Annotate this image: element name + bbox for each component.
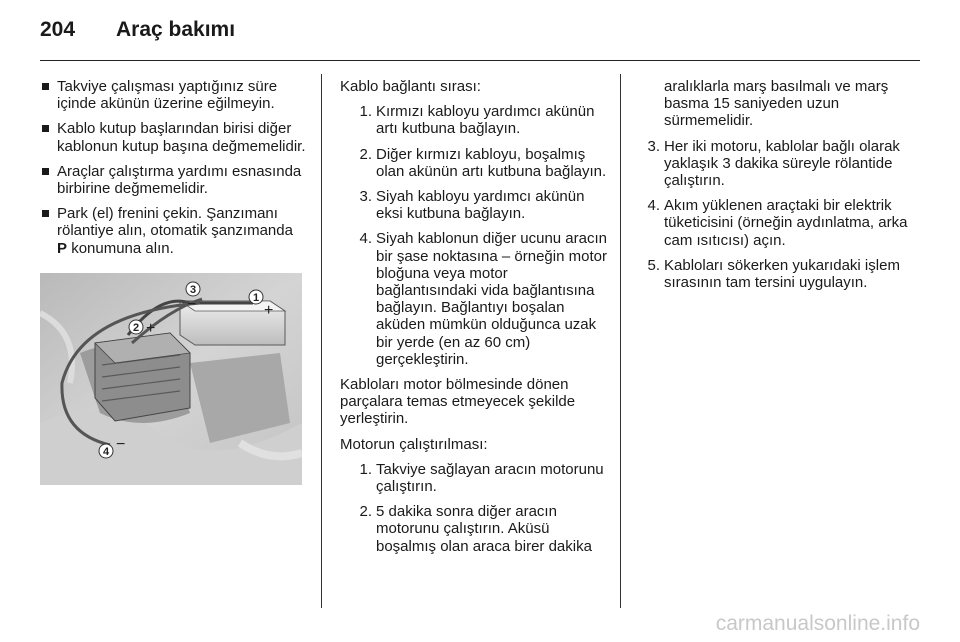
paragraph: Kabloları motor bölmesinde dönen parçalara temas etmeyecek şekilde yerleştirin. xyxy=(340,376,576,428)
list-item: 4. Siyah kablonun diğer ucunu aracın bir şase noktasına – örneğin motor bloğuna veya motor bağlantısındaki vida bağlantısına bağlayın. Bağlantıyı boşalan aküden mümkün olduğunca uzak bir yerde (en az 60 cm) gerçekleştirin. xyxy=(359,230,607,368)
figure-minus-sign: − xyxy=(187,295,197,313)
header-rule xyxy=(40,60,920,61)
figure-minus-sign: − xyxy=(116,435,126,453)
list-item: 5. Kabloları sökerken yukarıdaki işlem sırasının tam tersini uygulayın. xyxy=(647,256,900,292)
jump-start-figure xyxy=(40,273,302,485)
list-item: 1. Takviye sağlayan aracın motorunu çalıştırın. xyxy=(359,460,604,496)
bullet-item xyxy=(40,163,306,197)
list-item: 1. Kırmızı kabloyu yardımcı akünün artı kutbuna bağlayın. xyxy=(359,103,595,138)
list-item: 2. Diğer kırmızı kabloyu, boşalmış olan akünün artı kutbuna bağlayın. xyxy=(359,145,607,180)
page-title: Araç bakımı xyxy=(116,18,236,41)
bullet-text: Park (el) frenini çekin. Şanzımanı rölantiye alın, otomatik şanzımanda xyxy=(57,205,293,240)
bullet-item xyxy=(40,78,306,112)
bullet-text: Takviye çalışması yaptığınız süre içinde akünün üzerine eğilmeyin. xyxy=(57,78,278,113)
continued-text: aralıklarla marş basılmalı ve marş basma 15 saniyeden uzun sürmemelidir. xyxy=(664,78,889,130)
figure-label-1: 1 xyxy=(252,291,260,304)
list-item: 4. Akım yüklenen araçtaki bir elektrik tüketicisini (örneğin aydınlatma, arka cam ısıtıcısı) açın. xyxy=(647,197,908,249)
gear-position-p: P xyxy=(57,239,68,257)
bullet-item xyxy=(40,205,306,257)
figure-label-3: 3 xyxy=(189,283,197,296)
page-number: 204 xyxy=(40,18,76,41)
paragraph: Kablo bağlantı sırası: xyxy=(340,78,481,95)
column-divider xyxy=(321,74,322,608)
bullet-text: Kablo kutup başlarından birisi diğer kablonun kutup başına değmemelidir. xyxy=(57,120,306,155)
column-divider xyxy=(620,74,621,608)
figure-label-4: 4 xyxy=(102,445,110,458)
bullet-text: konumuna alın. xyxy=(71,239,174,257)
bullet-item xyxy=(40,120,306,154)
watermark: carmanualsonline.info xyxy=(715,612,920,635)
figure-label-2: 2 xyxy=(132,321,140,334)
list-item: 3. Siyah kabloyu yardımcı akünün eksi kutbuna bağlayın. xyxy=(359,188,585,223)
column-1 xyxy=(40,78,306,485)
bullet-text: Araçlar çalıştırma yardımı esnasında birbirine değmemelidir. xyxy=(57,162,302,198)
column-2 xyxy=(340,78,612,563)
bullet-square-icon xyxy=(42,125,49,132)
list-item: 2. 5 dakika sonra diğer aracın motorunu çalıştırın. Aküsü boşalmış olan araca birer dakika xyxy=(359,503,592,555)
paragraph: Motorun çalıştırılması: xyxy=(340,435,488,453)
list-item: 3. Her iki motoru, kablolar bağlı olarak yaklaşık 3 dakika süreyle rölantide çalıştırın. xyxy=(647,137,900,190)
figure-plus-sign: + xyxy=(146,319,156,337)
page-header xyxy=(40,18,235,42)
bullet-square-icon xyxy=(42,83,49,90)
figure-plus-sign: + xyxy=(264,301,274,319)
bullet-square-icon xyxy=(42,210,49,217)
column-3 xyxy=(640,78,915,299)
bullet-square-icon xyxy=(42,168,49,175)
